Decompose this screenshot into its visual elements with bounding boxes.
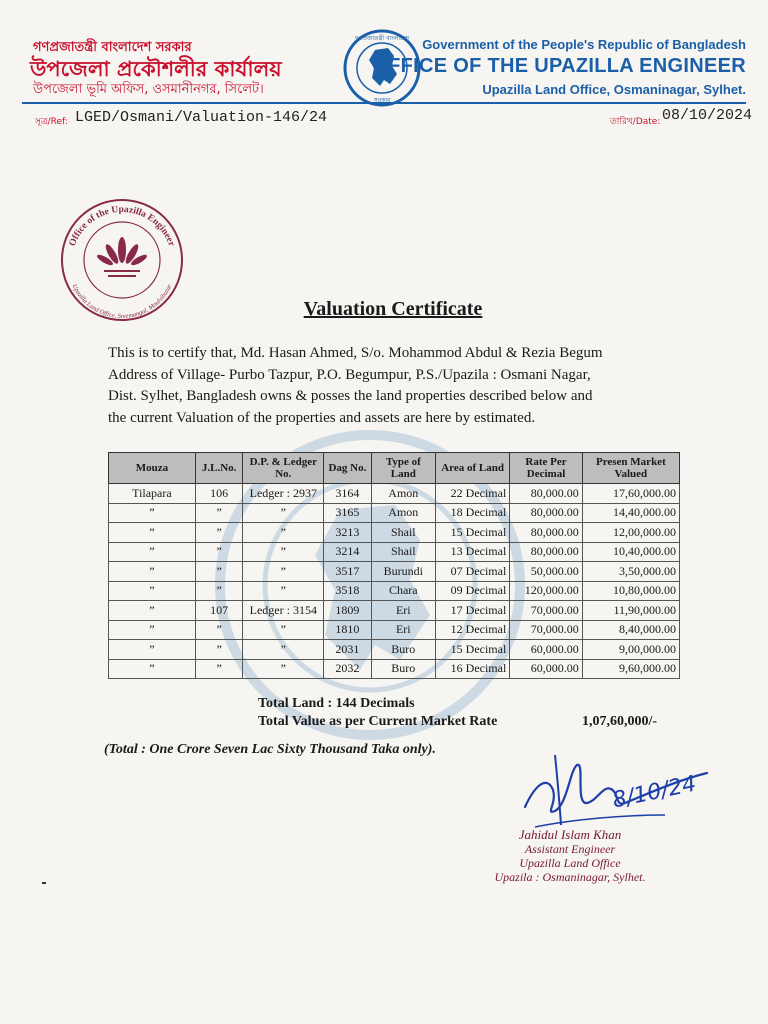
- table-cell: Burundi: [371, 562, 435, 582]
- table-row: [109, 503, 680, 523]
- table-row: [109, 581, 680, 601]
- table-row: [109, 542, 680, 562]
- table-cell: ”: [195, 542, 243, 562]
- table-cell: 18 Decimal: [435, 503, 509, 523]
- table-row: [109, 601, 680, 621]
- column-header: Mouza: [109, 453, 196, 484]
- table-cell: 10,40,000.00: [582, 542, 679, 562]
- column-header: Dag No.: [324, 453, 372, 484]
- emblem-top-text: গণপ্রজাতন্ত্রী বাংলাদেশ: [354, 35, 410, 42]
- table-cell: 2031: [324, 640, 372, 660]
- table-row: [109, 640, 680, 660]
- date-value: 08/10/2024: [662, 107, 753, 124]
- total-value-label: Total Value as per Current Market Rate: [258, 714, 498, 729]
- table-cell: ”: [243, 542, 324, 562]
- table-cell: ”: [195, 659, 243, 679]
- signatory-designation: Assistant Engineer: [524, 842, 616, 856]
- signatory-block: [470, 828, 670, 884]
- table-cell: 9,60,000.00: [582, 659, 679, 679]
- body-line: Address of Village- Purbo Tazpur, P.O. Begumpur, P.S./Upazila : Osmani Nagar,: [108, 366, 591, 383]
- seal-top-text: Office of the Upazilla Engineer: [67, 204, 177, 248]
- ref-label: সূত্র/Ref:: [35, 117, 68, 127]
- table-cell: ”: [109, 620, 196, 640]
- table-cell: Amon: [371, 503, 435, 523]
- column-header: Area of Land: [435, 453, 509, 484]
- body-line: the current Valuation of the properties and assets are here by estimated.: [108, 409, 536, 426]
- body-line: Dist. Sylhet, Bangladesh owns & posses the land properties described below and: [108, 388, 593, 404]
- table-cell: ”: [243, 503, 324, 523]
- table-row: [109, 523, 680, 543]
- table-cell: Eri: [371, 601, 435, 621]
- table-cell: 107: [195, 601, 243, 621]
- table-cell: 3517: [324, 562, 372, 582]
- table-cell: 3213: [324, 523, 372, 543]
- table-cell: 70,000.00: [510, 620, 582, 640]
- table-row: [109, 562, 680, 582]
- land-valuation-table: [108, 452, 680, 679]
- table-cell: Amon: [371, 484, 435, 504]
- column-header: Rate Per Decimal: [510, 453, 582, 484]
- certificate-title: Valuation Certificate: [303, 298, 483, 320]
- column-header: J.L.No.: [195, 453, 243, 484]
- table-cell: Shail: [371, 523, 435, 543]
- table-cell: 16 Decimal: [435, 659, 509, 679]
- table-cell: 80,000.00: [510, 542, 582, 562]
- table-cell: 10,80,000.00: [582, 581, 679, 601]
- table-cell: ”: [109, 581, 196, 601]
- table-cell: 12 Decimal: [435, 620, 509, 640]
- table-cell: ”: [195, 581, 243, 601]
- table-cell: ”: [243, 562, 324, 582]
- table-cell: ”: [109, 601, 196, 621]
- emblem-bottom-text: সরকার: [373, 97, 391, 104]
- table-cell: ”: [243, 659, 324, 679]
- table-cell: ”: [109, 562, 196, 582]
- table-cell: 11,90,000.00: [582, 601, 679, 621]
- table-cell: Eri: [371, 620, 435, 640]
- table-cell: Tilapara: [109, 484, 196, 504]
- table-cell: 15 Decimal: [435, 523, 509, 543]
- table-cell: ”: [195, 503, 243, 523]
- table-cell: 2032: [324, 659, 372, 679]
- column-header: Presen Market Valued: [582, 453, 679, 484]
- table-row: [109, 620, 680, 640]
- table-row: [109, 484, 680, 504]
- table-cell: 07 Decimal: [435, 562, 509, 582]
- date-label: তারিখ/Date:: [610, 117, 661, 127]
- table-cell: ”: [109, 659, 196, 679]
- signatory-office: Upazilla Land Office: [519, 856, 621, 870]
- table-cell: 12,00,000.00: [582, 523, 679, 543]
- table-cell: 70,000.00: [510, 601, 582, 621]
- table-cell: ”: [195, 640, 243, 660]
- header-divider: [22, 102, 746, 104]
- table-cell: ”: [195, 523, 243, 543]
- total-value: 1,07,60,000/-: [582, 714, 658, 729]
- table-cell: 15 Decimal: [435, 640, 509, 660]
- total-land: Total Land : 144 Decimals: [258, 696, 415, 711]
- table-cell: 17 Decimal: [435, 601, 509, 621]
- table-cell: 80,000.00: [510, 523, 582, 543]
- table-cell: 3518: [324, 581, 372, 601]
- table-row: [109, 659, 680, 679]
- table-cell: 17,60,000.00: [582, 484, 679, 504]
- table-cell: 1810: [324, 620, 372, 640]
- table-cell: 3165: [324, 503, 372, 523]
- table-cell: ”: [243, 620, 324, 640]
- table-cell: Buro: [371, 640, 435, 660]
- margin-mark: [42, 882, 46, 884]
- table-cell: ”: [195, 562, 243, 582]
- table-cell: ”: [109, 503, 196, 523]
- table-cell: 60,000.00: [510, 640, 582, 660]
- table-cell: 80,000.00: [510, 503, 582, 523]
- bangla-office-name: উপজেলা প্রকৌশলীর কার্যালয়: [30, 57, 282, 81]
- total-in-words: (Total : One Crore Seven Lac Sixty Thousand Taka only).: [104, 742, 436, 757]
- table-cell: ”: [109, 523, 196, 543]
- table-cell: 80,000.00: [510, 484, 582, 504]
- table-cell: 9,00,000.00: [582, 640, 679, 660]
- table-cell: 8,40,000.00: [582, 620, 679, 640]
- table-cell: 13 Decimal: [435, 542, 509, 562]
- table-cell: 09 Decimal: [435, 581, 509, 601]
- table-cell: ”: [109, 542, 196, 562]
- certificate-body: [108, 343, 668, 429]
- column-header: D.P. & Ledger No.: [243, 453, 324, 484]
- table-cell: Shail: [371, 542, 435, 562]
- table-cell: ”: [109, 640, 196, 660]
- body-line: This is to certify that, Md. Hasan Ahmed, S/o. Mohammod Abdul & Rezia Begum: [108, 345, 603, 361]
- ref-number: LGED/Osmani/Valuation-146/24: [75, 109, 328, 126]
- english-address: Upazilla Land Office, Osmaninagar, Sylhet.: [482, 82, 746, 97]
- seal-bottom-text: Upazilla Land Office, Sreemangal, Moulvibazar: [70, 283, 174, 320]
- signatory-name: Jahidul Islam Khan: [518, 827, 622, 842]
- table-cell: ”: [243, 581, 324, 601]
- column-header: Type of Land: [371, 453, 435, 484]
- table-cell: 22 Decimal: [435, 484, 509, 504]
- table-cell: Ledger : 3154: [243, 601, 324, 621]
- table-cell: Buro: [371, 659, 435, 679]
- table-cell: 3214: [324, 542, 372, 562]
- table-cell: 50,000.00: [510, 562, 582, 582]
- table-cell: Chara: [371, 581, 435, 601]
- table-cell: ”: [243, 523, 324, 543]
- table-cell: ”: [195, 620, 243, 640]
- table-cell: 106: [195, 484, 243, 504]
- handwritten-date: 8/10/24: [610, 771, 699, 814]
- bangla-government-line: গণপ্রজাতন্ত্রী বাংলাদেশ সরকার: [33, 40, 192, 55]
- table-cell: 3164: [324, 484, 372, 504]
- table-header-row: [109, 453, 680, 484]
- bangla-address: উপজেলা ভূমি অফিস, ওসমানীনগর, সিলেট।: [33, 82, 264, 97]
- table-cell: 1809: [324, 601, 372, 621]
- table-cell: Ledger : 2937: [243, 484, 324, 504]
- table-cell: ”: [243, 640, 324, 660]
- signatory-upazila: Upazila : Osmaninagar, Sylhet.: [494, 870, 646, 884]
- table-cell: 3,50,000.00: [582, 562, 679, 582]
- english-office-name: OFFICE OF THE UPAZILLA ENGINEER: [372, 55, 746, 77]
- table-cell: 60,000.00: [510, 659, 582, 679]
- table-cell: 14,40,000.00: [582, 503, 679, 523]
- table-cell: 120,000.00: [510, 581, 582, 601]
- english-government-line: Government of the People's Republic of Bangladesh: [422, 37, 746, 52]
